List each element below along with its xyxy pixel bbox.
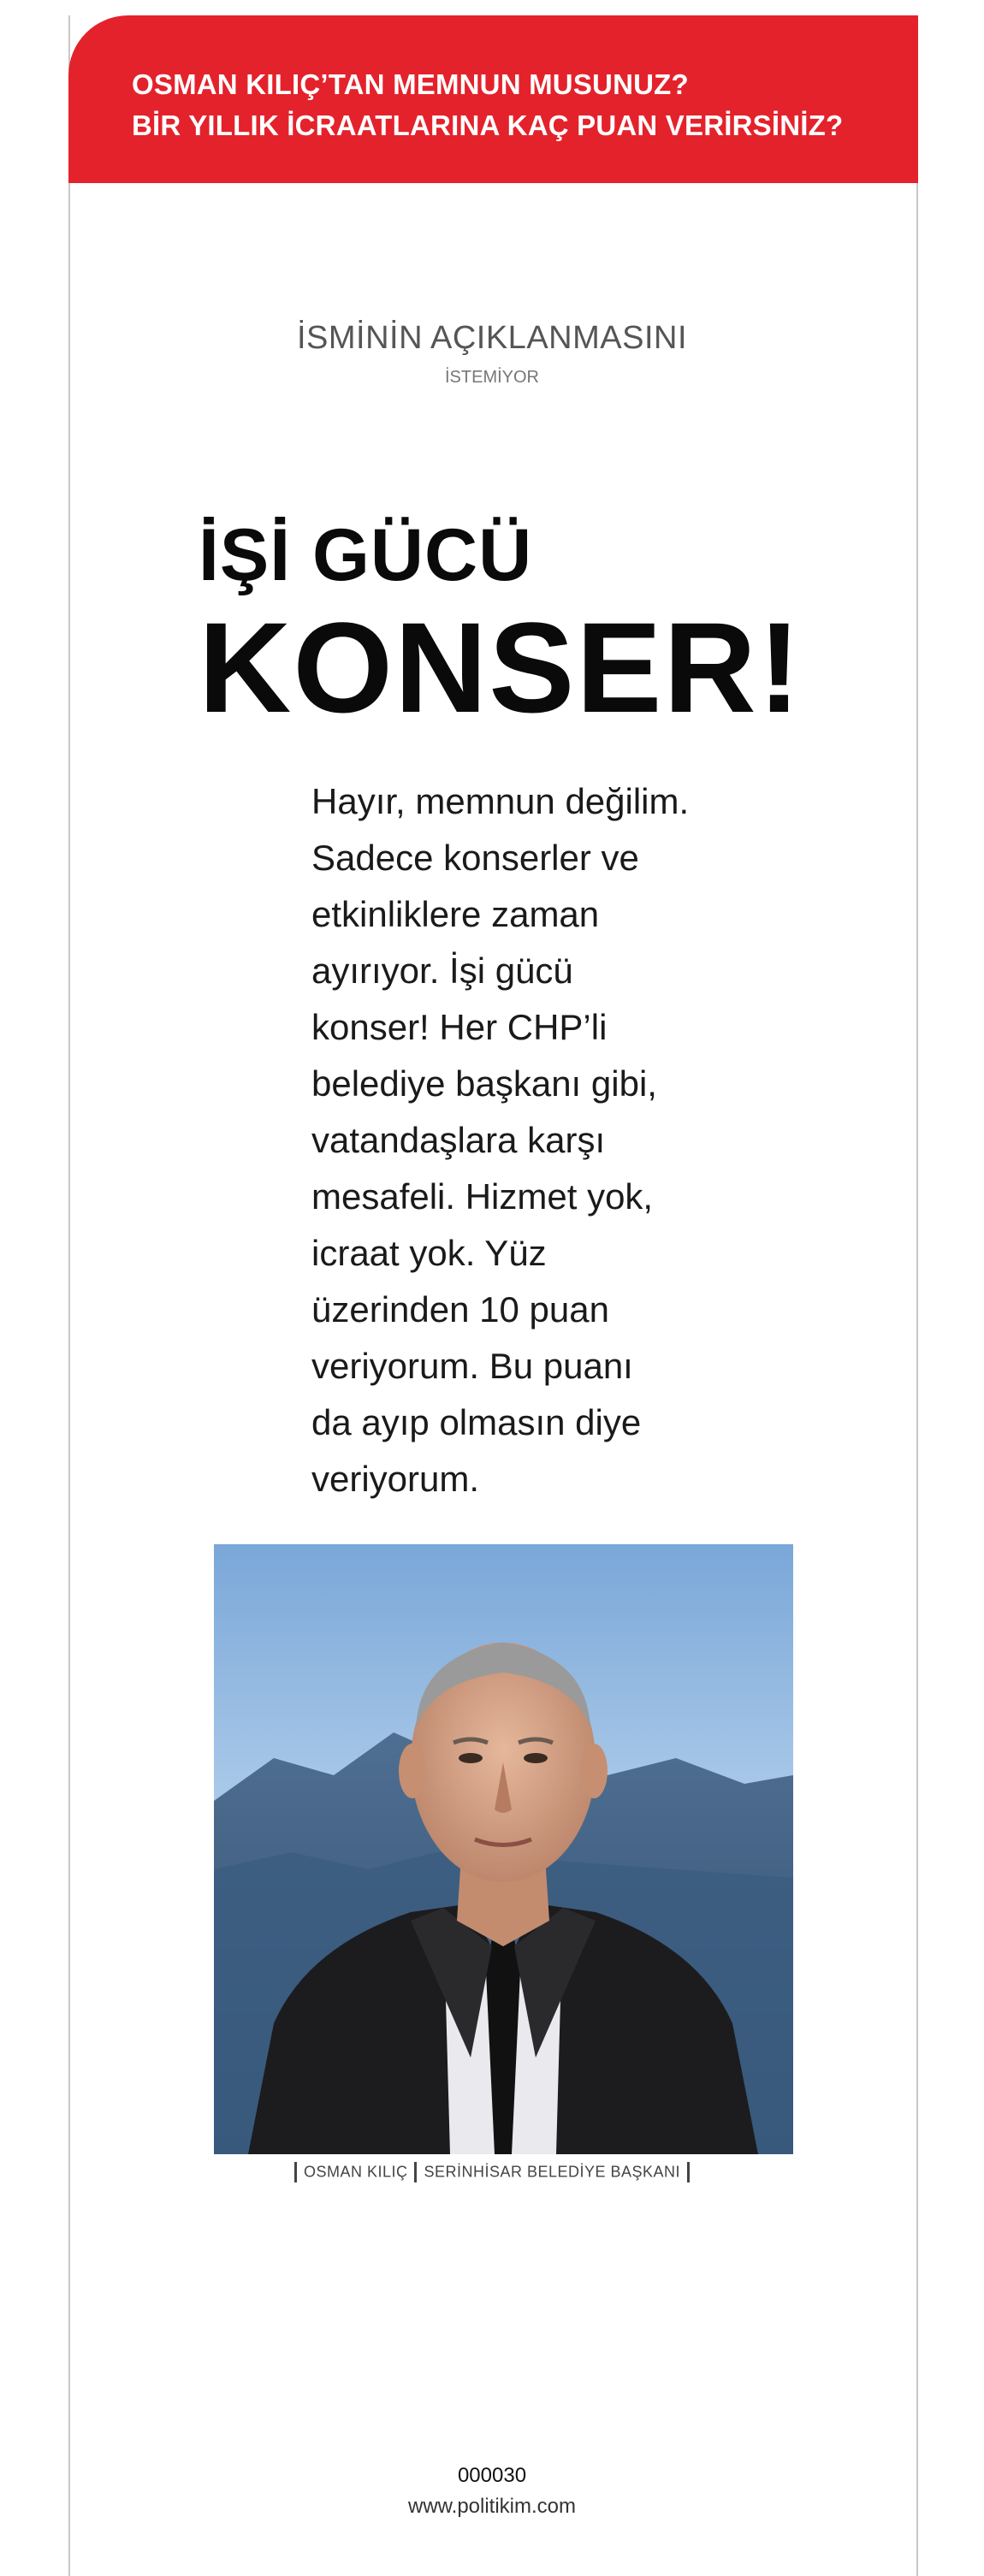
answer-line: Hayır, memnun değilim.: [311, 781, 690, 821]
answer-line: konser! Her CHP’li: [311, 1007, 608, 1047]
headline-line1: İŞİ GÜCÜ: [199, 514, 533, 596]
photo-caption: [0, 2162, 984, 2182]
caption-title: SERİNHİSAR BELEDİYE BAŞKANI: [424, 2163, 681, 2181]
caption-divider: [294, 2162, 297, 2182]
answer-line: veriyorum. Bu puanı: [311, 1346, 633, 1386]
caption-divider: [687, 2162, 690, 2182]
respondent-anonymous-sublabel: İSTEMİYOR: [444, 368, 539, 387]
answer-line: etkinliklere zaman: [311, 894, 600, 934]
answer-line: mesafeli. Hizmet yok,: [311, 1176, 654, 1217]
answer-line: da ayıp olmasın diye: [311, 1402, 642, 1442]
website-link[interactable]: www.politikim.com: [407, 2495, 577, 2518]
question-banner: [68, 15, 918, 183]
answer-line: belediye başkanı gibi,: [311, 1063, 657, 1104]
caption-name: OSMAN KILIÇ: [303, 2163, 408, 2181]
respondent-anonymous-label: İSMİNİN AÇIKLANMASINI: [296, 320, 688, 356]
banner-question-line1: OSMAN KILIÇ’TAN MEMNUN MUSUNUZ?: [132, 68, 689, 100]
caption-divider: [414, 2162, 417, 2182]
banner-question-line2: BİR YILLIK İCRAATLARINA KAÇ PUAN VERİRSİNİZ?: [132, 110, 844, 141]
answer-line: üzerinden 10 puan: [311, 1289, 609, 1329]
page-code: 000030: [457, 2464, 527, 2487]
answer-text: [311, 773, 697, 1507]
answer-line: Sadece konserler ve: [311, 838, 639, 878]
answer-line: vatandaşlara karşı: [311, 1120, 606, 1160]
answer-line: icraat yok. Yüz: [311, 1233, 547, 1273]
answer-line: ayırıyor. İşi gücü: [311, 950, 573, 991]
portrait-photo: [214, 1544, 793, 2154]
answer-line: veriyorum.: [311, 1459, 480, 1499]
headline-line2: KONSER!: [199, 595, 803, 739]
